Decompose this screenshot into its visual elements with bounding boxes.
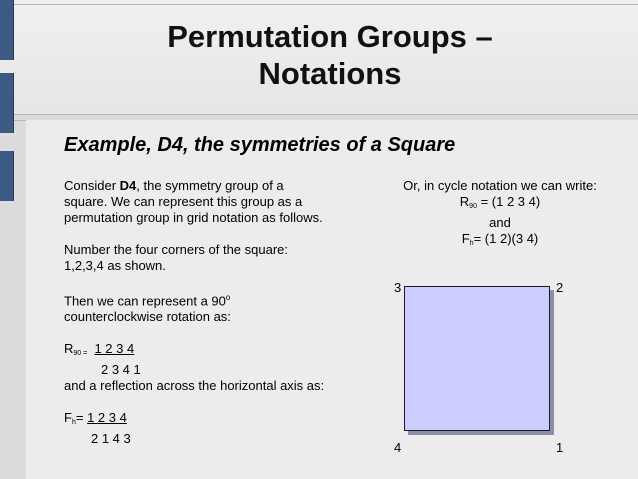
corner-label-1: 1 <box>556 440 564 455</box>
r-label: R <box>459 194 470 209</box>
r-cycle-value: = (1 2 3 4) <box>476 194 541 209</box>
reflection-paragraph: and a reflection across the horizontal axis as: <box>64 378 325 394</box>
right-column <box>380 178 620 252</box>
title-line: Permutation Groups – <box>167 19 493 54</box>
rotation-grid <box>64 341 329 378</box>
f-subscript: h <box>469 240 474 247</box>
f-cycle <box>380 231 620 252</box>
degree-symbol: o <box>225 293 231 302</box>
r-bottom-row: 2 3 4 1 <box>101 362 141 378</box>
f-top-row: 1 2 3 4 <box>87 410 127 426</box>
f-bottom-row: 2 1 4 3 <box>91 431 131 447</box>
r-top-row: 1 2 3 4 <box>94 341 135 357</box>
reflection-grid <box>64 410 329 447</box>
intro-paragraph <box>64 178 329 226</box>
f-subscript: h <box>71 419 76 427</box>
f-cycle-value: = (1 2)(3 4) <box>473 231 539 246</box>
f-label: F <box>64 410 72 426</box>
f-label: F <box>461 231 470 246</box>
rotation-text: Then we can represent a 90 <box>64 293 226 309</box>
rule-line <box>0 114 638 115</box>
r-cycle <box>380 194 620 215</box>
corner-label-3: 3 <box>394 280 402 295</box>
slide-title <box>120 18 540 92</box>
f-equals: = <box>75 410 88 426</box>
slide-subtitle: Example, D4, the symmetries of a Square <box>64 134 456 156</box>
rule-line <box>0 4 638 5</box>
sidebar-block <box>0 0 14 60</box>
title-line: Notations <box>258 56 402 91</box>
rotation-text: counterclockwise rotation as: <box>64 309 231 325</box>
intro-text: Consider <box>64 178 120 193</box>
cycle-intro: Or, in cycle notation we can write: <box>403 178 597 193</box>
corner-label-4: 4 <box>394 440 402 455</box>
r-subscript: 90 <box>469 203 477 210</box>
intro-text: , the symmetry group of a square. We can represent this group as a permutation group in grid notation as follows. <box>64 178 323 225</box>
group-name: D4 <box>119 178 137 193</box>
corners-paragraph: Number the four corners of the square: 1,2,3,4 as shown. <box>64 242 289 273</box>
corner-label-2: 2 <box>556 280 564 295</box>
rotation-paragraph <box>64 290 329 325</box>
and-text: and <box>489 215 511 230</box>
square-diagram <box>404 286 550 431</box>
r-subscript: 90 = <box>73 350 88 358</box>
left-column <box>64 178 329 447</box>
sidebar-block <box>0 151 14 201</box>
sidebar-block <box>0 73 14 133</box>
r-label: R <box>64 341 74 357</box>
